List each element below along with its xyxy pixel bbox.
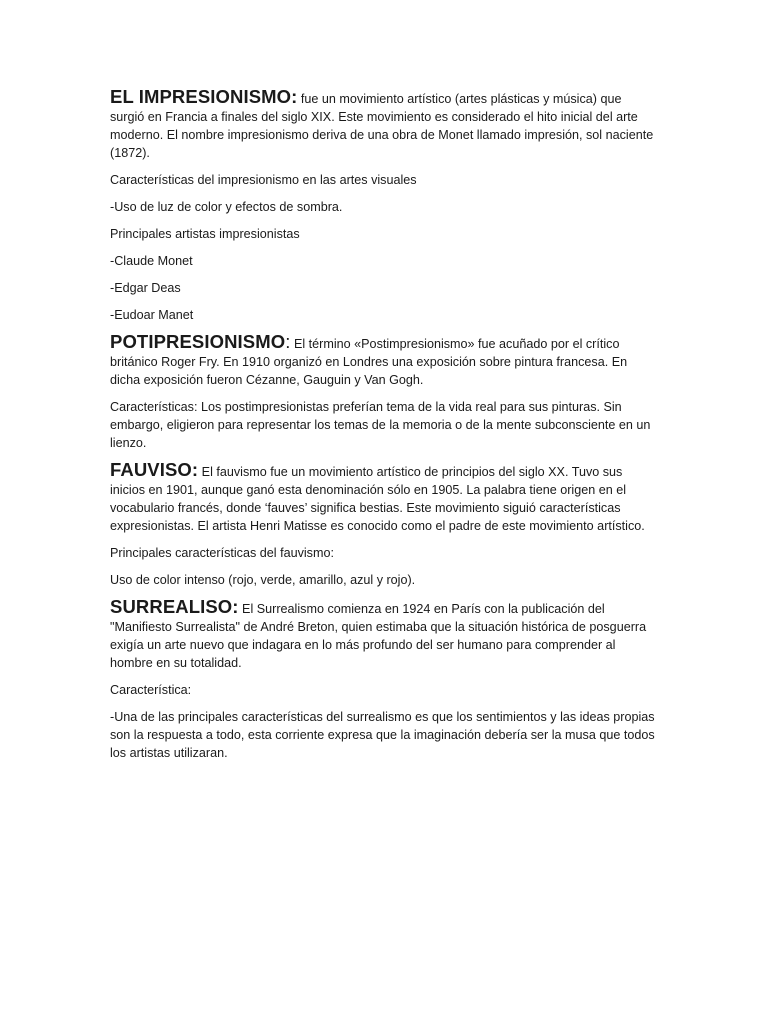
document-body bbox=[110, 88, 655, 771]
heading-postimpresionismo-text: POTIPRESIONISMO bbox=[110, 331, 286, 352]
section-impresionismo bbox=[110, 88, 655, 162]
surrealismo-characteristics-title: Característica: bbox=[110, 683, 192, 697]
impresionismo-characteristic-1: -Uso de luz de color y efectos de sombra. bbox=[110, 200, 343, 214]
impresionismo-characteristics-title: Características del impresionismo en las artes visuales bbox=[110, 173, 417, 187]
heading-fauvismo: FAUVISO: bbox=[110, 459, 199, 480]
fauvismo-characteristics-title: Principales características del fauvismo: bbox=[110, 546, 334, 560]
heading-impresionismo: EL IMPRESIONISMO: bbox=[110, 86, 298, 107]
heading-postimpresionismo-colon: : bbox=[285, 331, 291, 352]
postimpresionismo-characteristics: Características: Los postimpresionistas preferían tema de la vida real para sus pinturas. Sin embargo, eligieron para representar los temas de la memoria o de la mente subconsciente en un lienzo. bbox=[110, 400, 651, 450]
artist-item: -Claude Monet bbox=[110, 254, 193, 268]
surrealismo-characteristic-1: -Una de las principales características del surrealismo es que los sentimientos y las ideas propias son la respuesta a todo, esta corriente expresa que la imaginación debería ser la musa que todos los artistas utilizaran. bbox=[110, 710, 655, 760]
heading-postimpresionismo bbox=[110, 331, 290, 352]
section-fauvismo bbox=[110, 461, 655, 535]
impresionismo-intro: fue un movimiento artístico (artes plásticas y música) que surgió en Francia a finales del siglo XIX. Este movimiento es considerado el hito inicial del arte moderno. El nombre impresionismo deriva de una obra de Monet llamado impresión, sol naciente (1872). bbox=[110, 92, 654, 160]
heading-surrealismo: SURREALISO: bbox=[110, 596, 239, 617]
artist-item: -Edgar Deas bbox=[110, 281, 181, 295]
artist-item: -Eudoar Manet bbox=[110, 308, 194, 322]
postimpresionismo-intro: El término «Postimpresionismo» fue acuñado por el crítico británico Roger Fry. En 1910 organizó en Londres una exposición sobre pintura francesa. En dicha exposición fueron Cézanne, Gauguin y Van Gogh. bbox=[110, 337, 628, 387]
fauvismo-characteristic-1: Uso de color intenso (rojo, verde, amarillo, azul y rojo). bbox=[110, 573, 416, 587]
impresionismo-artists-title: Principales artistas impresionistas bbox=[110, 227, 300, 241]
section-postimpresionismo bbox=[110, 333, 655, 389]
fauvismo-intro: El fauvismo fue un movimiento artístico de principios del siglo XX. Tuvo sus inicios en 1901, aunque ganó esta denominación sólo en 1905. La palabra tiene origen en el vocabulario francés, donde ‘fauves’ significa bestias. Este movimiento siguió características expresionistas. El artista Henri Matisse es conocido como el padre de este movimiento artístico. bbox=[110, 465, 645, 533]
section-surrealismo bbox=[110, 598, 655, 672]
surrealismo-intro: El Surrealismo comienza en 1924 en París con la publicación del "Manifiesto Surrealista" de André Breton, quien estimaba que la situación histórica de posguerra exigía un arte nuevo que indagara en lo más profundo del ser humano para comprender al hombre en su totalidad. bbox=[110, 602, 647, 670]
